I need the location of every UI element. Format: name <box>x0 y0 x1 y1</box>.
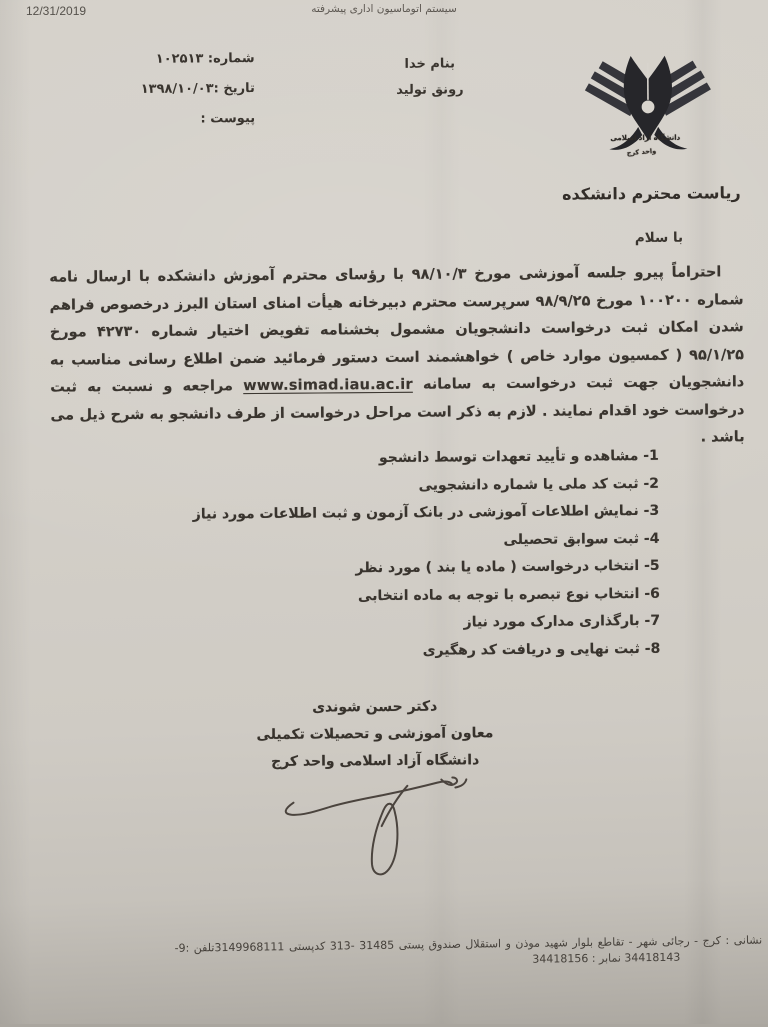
letter-body <box>49 259 744 457</box>
body-text-after-url: مراجعه و نسبت به ثبت درخواست خود اقدام نمایند . لازم به ذکر است مراحل درخواست از طرف دانشجو به شرح ذیل می باشد . <box>50 378 745 445</box>
salutation-line: با سلام <box>635 230 683 246</box>
signatory-name: دکتر حسن شوندی <box>233 693 517 722</box>
step-item-7: 7- بارگذاری مدارک مورد نیاز <box>194 612 661 634</box>
besmellah-text: بنام خدا <box>388 51 472 78</box>
step-item-6: 6- انتخاب نوع تبصره با توجه به ماده انتخابی <box>193 584 660 606</box>
step-item-2: 2- ثبت کد ملی یا شماره دانشجویی <box>192 474 659 496</box>
recipient-line: ریاست محترم دانشکده <box>562 183 741 203</box>
simad-url: www.simad.iau.ac.ir <box>243 377 413 394</box>
year-slogan: رونق تولید <box>388 77 472 104</box>
scan-date: 12/31/2019 <box>26 4 86 18</box>
iau-logo <box>575 29 720 176</box>
signatory-title: معاون آموزشی و تحصیلات تکمیلی <box>233 720 517 749</box>
automation-system-title: سیستم اتوماسیون اداری پیشرفته <box>0 3 768 15</box>
logo-branch-caption: واحد کرج <box>576 143 706 161</box>
body-text-before-url: احتراماً پیرو جلسه آموزشی مورخ ۹۸/۱۰/۳ با رؤسای محترم آموزش دانشکده با ارسال نامه شماره ۱۰۰۲۰۰ مورخ ۹۸/۹/۲۵ سرپرست محترم دبیرخانه هیأت امنای استان البرز درخصوص فراهم شدن امکان ثبت درخواست دانشجویان مشمول بخشنامه تفویض اختیار شماره ۴۲۷۳۰ مورخ ۹۵/۱/۲۵ ( کمسیون موارد خاص ) خواهشمند است دستور فرمائید ضمن اطلاع رسانی مناسب به دانشجویان جهت ثبت درخواست به سامانه <box>49 264 744 392</box>
signatory-organization: دانشگاه آزاد اسلامی واحد کرج <box>233 747 517 776</box>
logo-calligraphy: دانشگاه آزاد اسلامی <box>576 133 714 142</box>
request-steps-list <box>192 447 660 671</box>
step-item-1: 1- مشاهده و تأیید تعهدات توسط دانشجو <box>192 447 659 469</box>
handwritten-signature <box>265 765 484 881</box>
date-value: ۱۳۹۸/۱۰/۰۳ <box>141 81 214 97</box>
date-label: تاریخ : <box>214 81 255 96</box>
letter-date-row <box>141 81 255 112</box>
step-item-4: 4- ثبت سوابق تحصیلی <box>193 529 660 551</box>
attachment-label: پیوست : <box>200 111 255 126</box>
footer-address-line: نشانی : کرج - رجائی شهر - تقاطع بلوار شهید موذن و استقلال صندوق پستی 31485 -313 کدپستی 3149968111تلفن :9- <box>174 934 762 955</box>
letterhead-number-block <box>140 51 255 142</box>
besmellah-block <box>388 51 472 104</box>
letter-number-row <box>140 51 254 82</box>
footer-phone-line: 34418143 نمابر : 34418156 <box>532 951 680 966</box>
number-label: شماره: <box>208 51 255 66</box>
step-item-5: 5- انتخاب درخواست ( ماده یا بند ) مورد نظر <box>193 557 660 579</box>
step-item-3: 3- نمایش اطلاعات آموزشی در بانک آزمون و ثبت اطلاعات مورد نیاز <box>193 502 660 524</box>
step-item-8: 8- ثبت نهایی و دریافت کد رهگیری <box>194 639 661 661</box>
attachment-row <box>141 111 255 142</box>
number-value: ۱۰۲۵۱۳ <box>156 51 204 66</box>
signature-block <box>233 693 518 776</box>
